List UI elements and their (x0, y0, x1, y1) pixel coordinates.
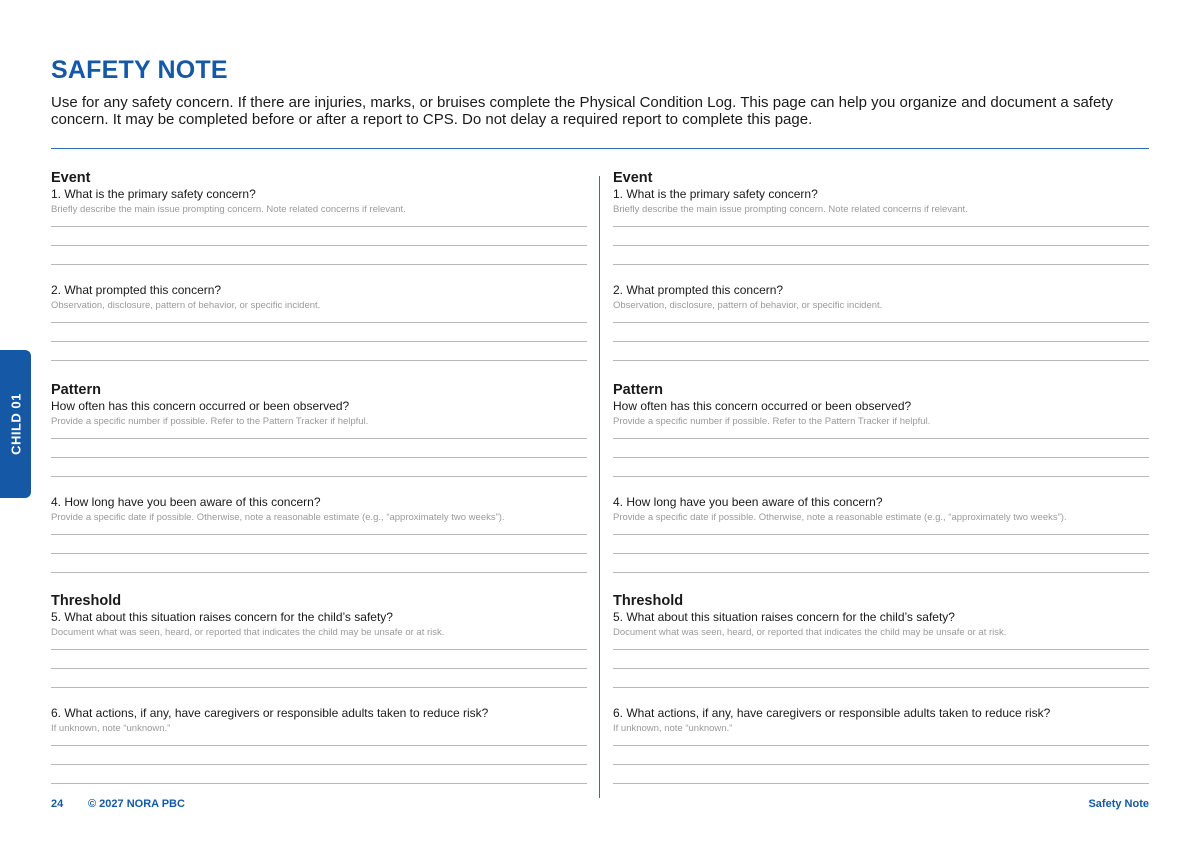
answer-line[interactable] (613, 226, 1149, 227)
question-1-hint: Briefly describe the main issue prompting concern. Note related concerns if relevant. (613, 204, 968, 215)
threshold-section (613, 593, 1149, 688)
question-6: 6. What actions, if any, have caregivers or responsible adults taken to reduce risk? (51, 706, 489, 720)
question-6-block (613, 706, 1149, 784)
event-section (51, 170, 587, 265)
answer-line[interactable] (51, 438, 587, 439)
threshold-section (51, 593, 587, 688)
answer-line[interactable] (51, 572, 587, 573)
question-3: How often has this concern occurred or been observed? (613, 399, 912, 413)
section-heading-threshold: Threshold (51, 593, 122, 609)
header-divider (51, 148, 1149, 149)
answer-line[interactable] (613, 245, 1149, 246)
footer-copyright: © 2027 NORA PBC (88, 798, 185, 810)
answer-line[interactable] (51, 649, 587, 650)
footer-section-title: Safety Note (1088, 798, 1149, 810)
question-3-hint: Provide a specific number if possible. Refer to the Pattern Tracker if helpful. (51, 416, 369, 427)
question-1-hint: Briefly describe the main issue prompting concern. Note related concerns if relevant. (51, 204, 406, 215)
answer-line[interactable] (51, 457, 587, 458)
page-title: SAFETY NOTE (51, 56, 228, 84)
question-4-hint: Provide a specific date if possible. Otherwise, note a reasonable estimate (e.g., “approximately two weeks”). (613, 512, 1067, 523)
question-3: How often has this concern occurred or been observed? (51, 399, 350, 413)
answer-line[interactable] (51, 534, 587, 535)
answer-line[interactable] (613, 264, 1149, 265)
answer-line[interactable] (613, 322, 1149, 323)
answer-line[interactable] (51, 783, 587, 784)
footer-page-number: 24 (51, 798, 64, 810)
question-2-block (613, 283, 1149, 361)
answer-line[interactable] (51, 745, 587, 746)
question-5: 5. What about this situation raises concern for the child’s safety? (613, 610, 955, 624)
question-2-hint: Observation, disclosure, pattern of behavior, or specific incident. (613, 300, 883, 311)
question-2: 2. What prompted this concern? (613, 283, 784, 297)
answer-line[interactable] (613, 438, 1149, 439)
answer-line[interactable] (613, 649, 1149, 650)
answer-line[interactable] (613, 360, 1149, 361)
question-6: 6. What actions, if any, have caregivers or responsible adults taken to reduce risk? (613, 706, 1051, 720)
answer-line[interactable] (613, 687, 1149, 688)
question-2-block (51, 283, 587, 361)
answer-line[interactable] (51, 668, 587, 669)
answer-line[interactable] (613, 783, 1149, 784)
answer-line[interactable] (613, 534, 1149, 535)
question-4: 4. How long have you been aware of this concern? (613, 495, 883, 509)
child-side-tab[interactable] (0, 350, 31, 498)
answer-line[interactable] (51, 476, 587, 477)
column-divider (599, 176, 600, 798)
intro-text: Use for any safety concern. If there are injuries, marks, or bruises complete the Physical Condition Log. This page can help you organize and document a safety concern. It may be completed before or after a report to CPS. Do not delay a required report to complete this page. (51, 94, 1113, 128)
child-side-tab-label: CHILD 01 (8, 393, 23, 455)
question-3-hint: Provide a specific number if possible. Refer to the Pattern Tracker if helpful. (613, 416, 931, 427)
answer-line[interactable] (613, 341, 1149, 342)
answer-line[interactable] (51, 687, 587, 688)
section-heading-threshold: Threshold (613, 593, 684, 609)
pattern-section (613, 382, 1149, 477)
answer-line[interactable] (613, 668, 1149, 669)
question-5: 5. What about this situation raises concern for the child’s safety? (51, 610, 393, 624)
answer-line[interactable] (613, 457, 1149, 458)
question-6-hint: If unknown, note “unknown.” (613, 723, 733, 734)
answer-line[interactable] (613, 553, 1149, 554)
answer-line[interactable] (51, 322, 587, 323)
question-6-block (51, 706, 587, 784)
event-section (613, 170, 1149, 265)
pattern-section (51, 382, 587, 477)
answer-line[interactable] (613, 764, 1149, 765)
question-4: 4. How long have you been aware of this concern? (51, 495, 321, 509)
question-4-hint: Provide a specific date if possible. Otherwise, note a reasonable estimate (e.g., “approximately two weeks”). (51, 512, 505, 523)
section-heading-pattern: Pattern (613, 382, 663, 398)
section-heading-pattern: Pattern (51, 382, 101, 398)
question-1: 1. What is the primary safety concern? (51, 187, 256, 201)
section-heading-event: Event (51, 170, 91, 186)
answer-line[interactable] (613, 745, 1149, 746)
question-5-hint: Document what was seen, heard, or reported that indicates the child may be unsafe or at risk. (613, 627, 1007, 638)
answer-line[interactable] (51, 245, 587, 246)
question-1: 1. What is the primary safety concern? (613, 187, 818, 201)
answer-line[interactable] (51, 764, 587, 765)
answer-line[interactable] (51, 360, 587, 361)
answer-line[interactable] (51, 264, 587, 265)
answer-line[interactable] (613, 476, 1149, 477)
question-4-block (51, 495, 587, 573)
question-4-block (613, 495, 1149, 573)
answer-line[interactable] (51, 341, 587, 342)
question-2-hint: Observation, disclosure, pattern of behavior, or specific incident. (51, 300, 321, 311)
answer-line[interactable] (51, 226, 587, 227)
answer-line[interactable] (613, 572, 1149, 573)
answer-line[interactable] (51, 553, 587, 554)
section-heading-event: Event (613, 170, 653, 186)
question-6-hint: If unknown, note “unknown.” (51, 723, 171, 734)
question-2: 2. What prompted this concern? (51, 283, 222, 297)
question-5-hint: Document what was seen, heard, or reported that indicates the child may be unsafe or at risk. (51, 627, 445, 638)
